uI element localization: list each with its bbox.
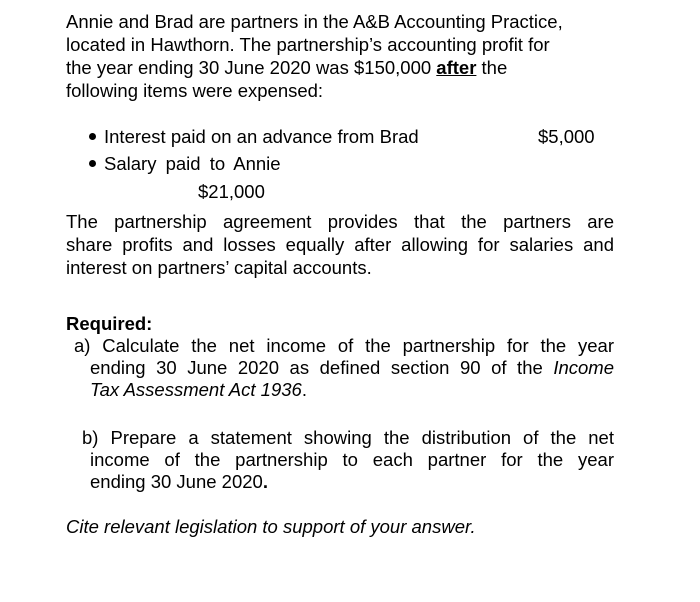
item-interest-label: Interest paid on an advance from Brad	[104, 126, 419, 147]
intro-line-3-text: the year ending 30 June 2020 was $150,000	[66, 57, 437, 78]
part-a-line-1: a) Calculate the net income of the partnership for the year	[74, 335, 614, 356]
part-b-line-1: b) Prepare a statement showing the distribution of the net	[82, 427, 614, 448]
intro-line-1: Annie and Brad are partners in the A&B Accounting Practice,	[66, 11, 563, 32]
part-b-line-3	[90, 471, 268, 493]
item-salary-amount: $21,000	[198, 181, 265, 202]
item-salary-label: Salary paid to Annie	[104, 153, 281, 174]
part-a-period: .	[301, 379, 307, 400]
cite-instruction: Cite relevant legislation to support of your answer.	[66, 516, 476, 537]
after-emphasis: after	[436, 57, 477, 78]
part-a-line-2	[90, 357, 614, 379]
part-b-line-3-text: ending 30 June 2020	[90, 471, 263, 492]
part-b-period: .	[262, 471, 268, 492]
part-a-line-3	[90, 379, 307, 401]
item-interest-amount: $5,000	[538, 126, 595, 147]
agreement-line-3: interest on partners’ capital accounts.	[66, 257, 372, 278]
part-a-line-2-text: ending 30 June 2020 as defined section 90 of the	[90, 357, 554, 378]
agreement-line-1: The partnership agreement provides that the partners are	[66, 211, 614, 232]
intro-line-3-end: the	[476, 57, 508, 78]
part-b-line-2: income of the partnership to each partner for the year	[90, 449, 614, 470]
bullet-icon	[89, 160, 96, 167]
intro-line-2: located in Hawthorn. The partnership’s accounting profit for	[66, 34, 550, 55]
required-heading: Required:	[66, 313, 153, 334]
part-a-act-title: Tax Assessment Act 1936	[90, 379, 302, 400]
bullet-icon	[89, 133, 96, 140]
intro-line-4: following items were expensed:	[66, 80, 324, 101]
part-a-act-name: Income	[553, 357, 614, 378]
agreement-line-2: share profits and losses equally after allowing for salaries and	[66, 234, 614, 255]
intro-line-3	[66, 57, 507, 79]
